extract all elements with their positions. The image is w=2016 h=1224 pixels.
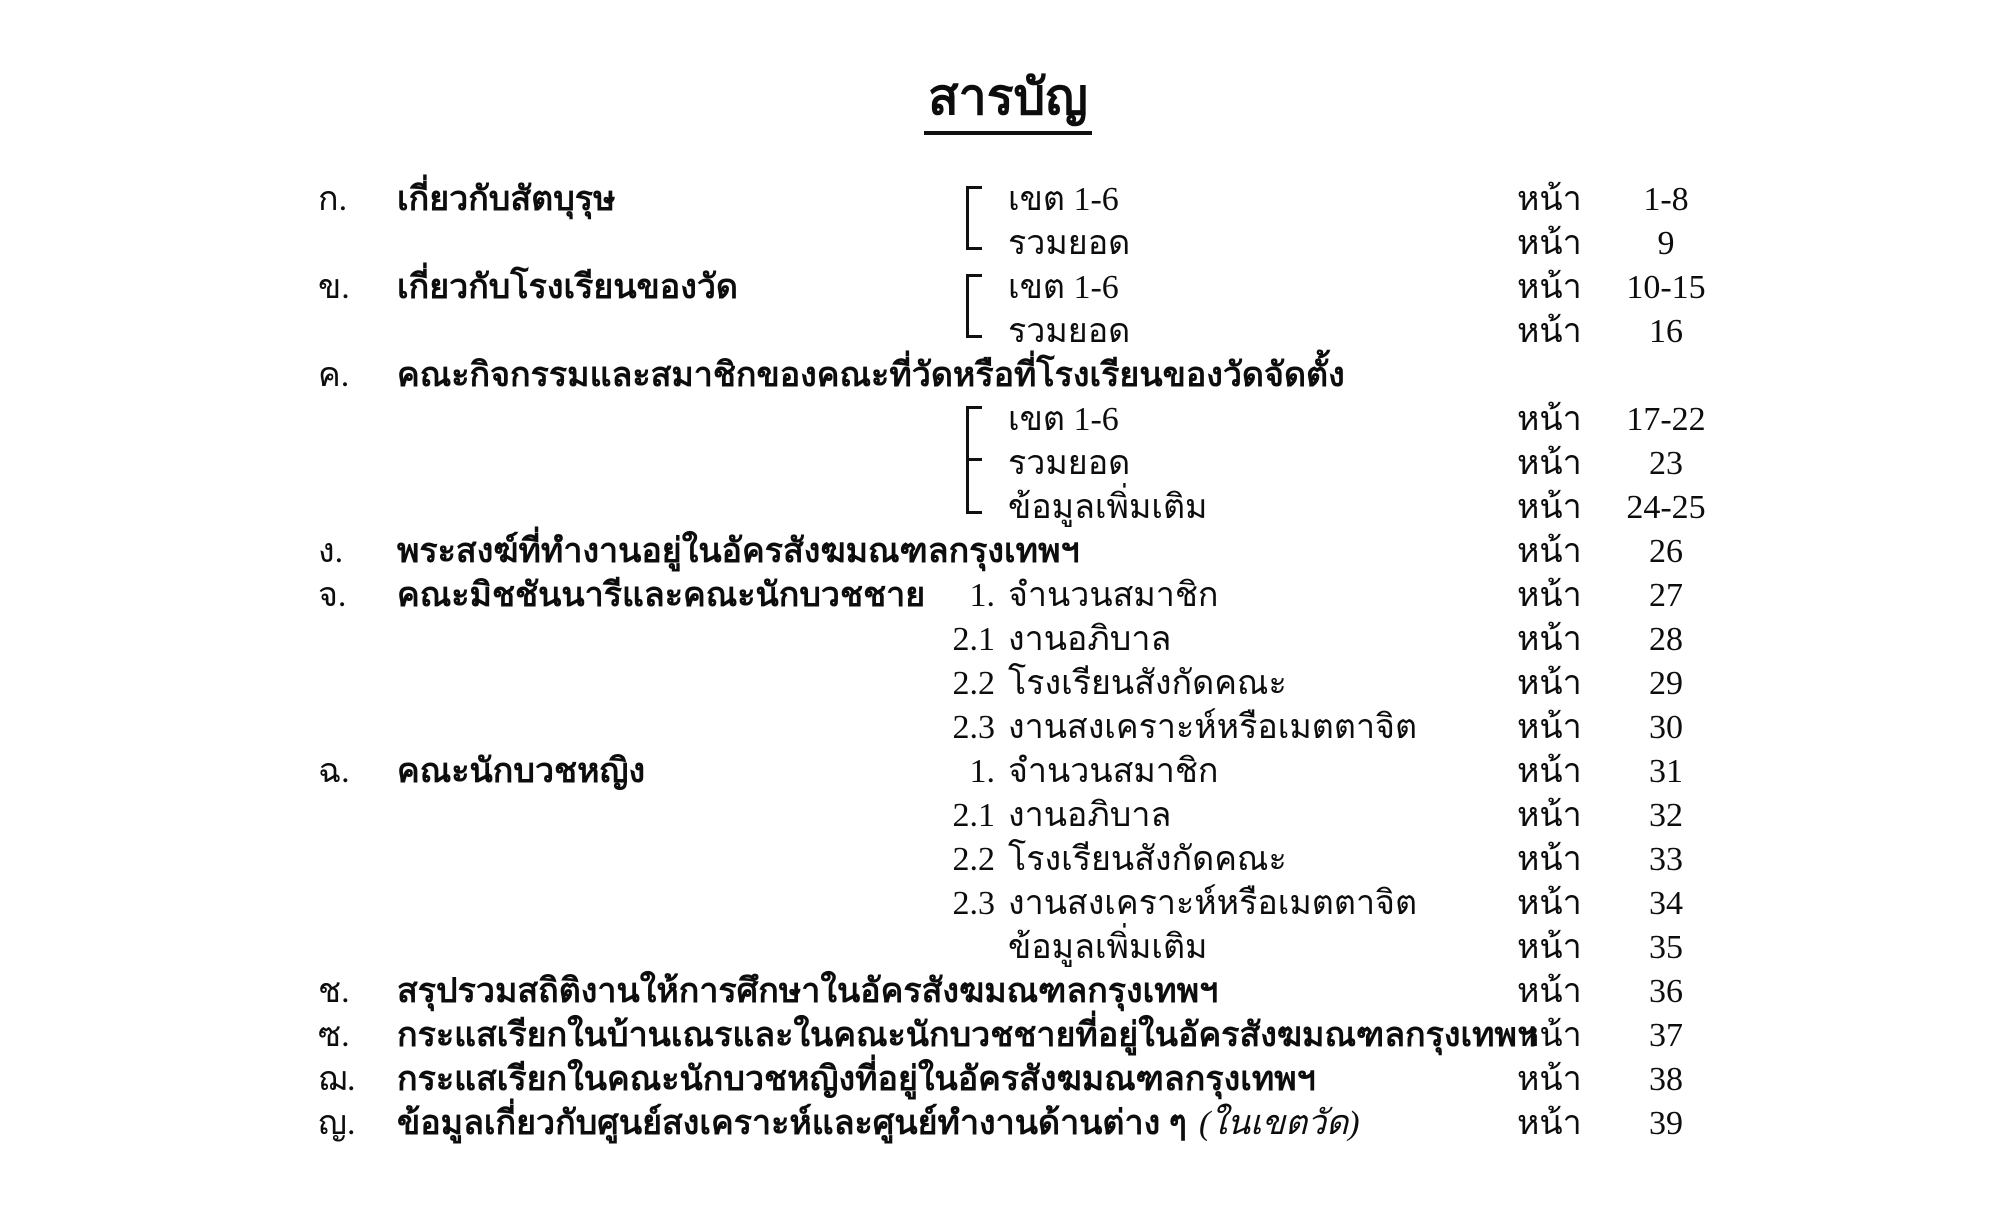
toc-row — [0, 882, 2016, 926]
toc-row — [0, 838, 2016, 882]
page-number: 1-8 — [1643, 181, 1689, 218]
page-word: หน้า — [1517, 269, 1582, 306]
page-number: 17-22 — [1626, 401, 1706, 438]
toc-row — [0, 266, 2016, 310]
toc-row — [0, 178, 2016, 222]
page-word: หน้า — [1517, 181, 1582, 218]
section-letter: ข. — [318, 269, 350, 306]
page-word: หน้า — [1517, 709, 1582, 746]
page-number: 26 — [1649, 533, 1683, 570]
sub-item-label: โรงเรียนสังกัดคณะ — [1008, 665, 1287, 702]
toc-row — [0, 618, 2016, 662]
section-letter: ญ. — [318, 1105, 356, 1142]
toc-row — [0, 442, 2016, 486]
section-title: กระแสเรียกในบ้านเณรและในคณะนักบวชชายที่อยู่ในอัครสังฆมณฑลกรุงเทพฯ — [397, 1017, 1537, 1054]
toc-row — [0, 706, 2016, 750]
page-number: 33 — [1649, 841, 1683, 878]
page-word: หน้า — [1517, 841, 1582, 878]
page-word: หน้า — [1517, 1061, 1582, 1098]
section-letter: จ. — [318, 577, 347, 614]
page-word: หน้า — [1517, 225, 1582, 262]
page-word: หน้า — [1517, 1017, 1582, 1054]
section-letter: ค. — [318, 357, 350, 394]
sub-item-number: 1. — [969, 753, 995, 790]
section-letter: ซ. — [318, 1017, 350, 1054]
toc-row — [0, 750, 2016, 794]
toc-row — [0, 1102, 2016, 1146]
sub-item-label: งานสงเคราะห์หรือเมตตาจิต — [1008, 885, 1418, 922]
sub-item-number: 2.2 — [952, 665, 995, 702]
sub-item-label: งานอภิบาล — [1008, 797, 1172, 834]
section-title: ข้อมูลเกี่ยวกับศูนย์สงเคราะห์และศูนย์ทำงานด้านต่าง ๆ (ในเขตวัด) — [397, 1105, 1360, 1142]
page-number: 16 — [1649, 313, 1683, 350]
sub-item-number: 2.3 — [952, 709, 995, 746]
toc-row — [0, 574, 2016, 618]
table-of-contents — [0, 178, 2016, 1146]
page-word: หน้า — [1517, 797, 1582, 834]
toc-row — [0, 794, 2016, 838]
sub-item-number: 2.1 — [952, 621, 995, 658]
sub-item-number: 1. — [969, 577, 995, 614]
page-word: หน้า — [1517, 665, 1582, 702]
section-letter: ฌ. — [318, 1061, 356, 1098]
page-title: สารบัญ — [0, 66, 2016, 135]
section-title: เกี่ยวกับโรงเรียนของวัด — [397, 269, 738, 306]
sub-item-number: 2.1 — [952, 797, 995, 834]
page-number: 32 — [1649, 797, 1683, 834]
toc-row — [0, 662, 2016, 706]
sub-item-label: รวมยอด — [1008, 225, 1131, 262]
page-word: หน้า — [1517, 885, 1582, 922]
toc-row — [0, 486, 2016, 530]
page-number: 30 — [1649, 709, 1683, 746]
sub-item-label: เขต 1-6 — [1008, 181, 1119, 218]
page-number: 29 — [1649, 665, 1683, 702]
section-title: คณะมิชชันนารีและคณะนักบวชชาย — [397, 577, 926, 614]
page-number: 24-25 — [1626, 489, 1706, 526]
section-letter: ฉ. — [318, 753, 350, 790]
toc-row — [0, 530, 2016, 574]
page-word: หน้า — [1517, 577, 1582, 614]
page-word: หน้า — [1517, 753, 1582, 790]
section-title: คณะนักบวชหญิง — [397, 753, 646, 790]
section-letter: ช. — [318, 973, 350, 1010]
section-letter: ก. — [318, 181, 348, 218]
sub-item-number: 2.2 — [952, 841, 995, 878]
section-title: กระแสเรียกในคณะนักบวชหญิงที่อยู่ในอัครสังฆมณฑลกรุงเทพฯ — [397, 1061, 1316, 1098]
page-word: หน้า — [1517, 489, 1582, 526]
page-number: 28 — [1649, 621, 1683, 658]
toc-row — [0, 1014, 2016, 1058]
page-number: 9 — [1657, 225, 1675, 262]
page-number: 38 — [1649, 1061, 1683, 1098]
section-title: พระสงฆ์ที่ทำงานอยู่ในอัครสังฆมณฑลกรุงเทพฯ — [397, 533, 1080, 570]
toc-row — [0, 926, 2016, 970]
sub-item-label: จำนวนสมาชิก — [1008, 577, 1219, 614]
page-word: หน้า — [1517, 1105, 1582, 1142]
page-number: 36 — [1649, 973, 1683, 1010]
page-number: 39 — [1649, 1105, 1683, 1142]
sub-item-label: ข้อมูลเพิ่มเติม — [1008, 929, 1208, 966]
section-title-note: (ในเขตวัด) — [1198, 1105, 1360, 1142]
page-number: 27 — [1649, 577, 1683, 614]
page-word: หน้า — [1517, 533, 1582, 570]
toc-row — [0, 398, 2016, 442]
section-title: คณะกิจกรรมและสมาชิกของคณะที่วัดหรือที่โรงเรียนของวัดจัดตั้ง — [397, 357, 1345, 394]
page-number: 35 — [1649, 929, 1683, 966]
page-word: หน้า — [1517, 401, 1582, 438]
section-title: เกี่ยวกับสัตบุรุษ — [397, 181, 616, 218]
sub-item-number: 2.3 — [952, 885, 995, 922]
sub-item-label: งานสงเคราะห์หรือเมตตาจิต — [1008, 709, 1418, 746]
page-number: 23 — [1649, 445, 1683, 482]
sub-item-label: รวมยอด — [1008, 313, 1131, 350]
page-word: หน้า — [1517, 929, 1582, 966]
toc-row — [0, 1058, 2016, 1102]
sub-item-label: เขต 1-6 — [1008, 269, 1119, 306]
page-word: หน้า — [1517, 621, 1582, 658]
section-letter: ง. — [318, 533, 344, 570]
page-number: 10-15 — [1626, 269, 1706, 306]
sub-item-label: เขต 1-6 — [1008, 401, 1119, 438]
sub-item-label: ข้อมูลเพิ่มเติม — [1008, 489, 1208, 526]
section-title: สรุปรวมสถิติงานให้การศึกษาในอัครสังฆมณฑลกรุงเทพฯ — [397, 973, 1219, 1010]
page-number: 37 — [1649, 1017, 1683, 1054]
sub-item-label: รวมยอด — [1008, 445, 1131, 482]
toc-row — [0, 354, 2016, 398]
page-word: หน้า — [1517, 973, 1582, 1010]
sub-item-label: โรงเรียนสังกัดคณะ — [1008, 841, 1287, 878]
sub-item-label: จำนวนสมาชิก — [1008, 753, 1219, 790]
page-number: 31 — [1649, 753, 1683, 790]
page-word: หน้า — [1517, 313, 1582, 350]
toc-row — [0, 970, 2016, 1014]
page-number: 34 — [1649, 885, 1683, 922]
sub-item-label: งานอภิบาล — [1008, 621, 1172, 658]
toc-row — [0, 222, 2016, 266]
toc-row — [0, 310, 2016, 354]
page-word: หน้า — [1517, 445, 1582, 482]
